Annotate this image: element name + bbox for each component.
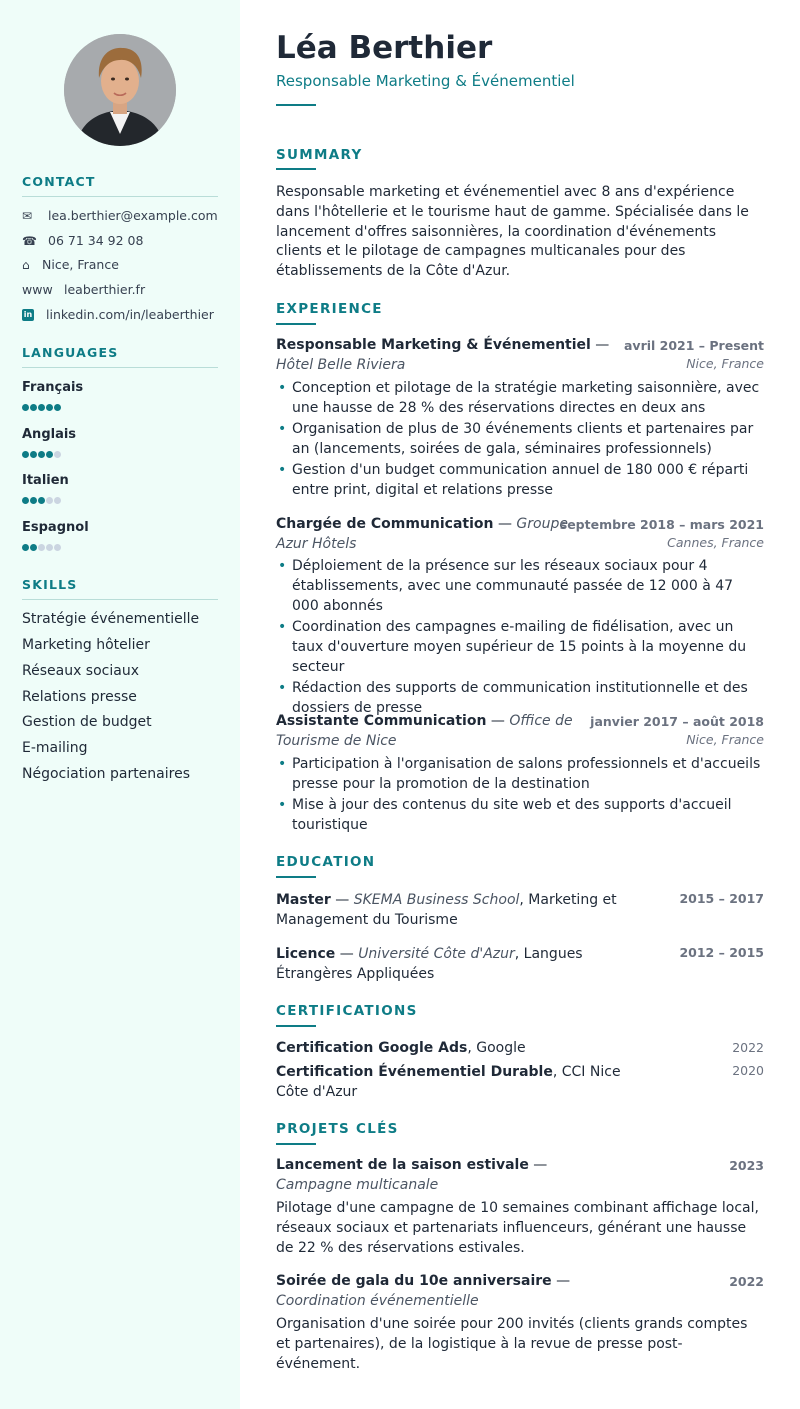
list-item: • Gestion d'un budget communication annuel de 180 000 € réparti entre print, digital et relations presse — [276, 460, 764, 500]
linkedin-icon: in — [23, 309, 33, 319]
job-title-line — [276, 713, 573, 729]
job-bullets — [276, 754, 764, 836]
level-dot — [38, 404, 45, 411]
project-title-line — [276, 1157, 547, 1173]
language-level — [22, 544, 61, 551]
job-title-line — [276, 337, 609, 353]
section-underline — [276, 323, 316, 325]
level-dot — [46, 404, 53, 411]
job-title-line — [276, 516, 568, 532]
list-item: • Déploiement de la présence sur les réseaux sociaux pour 4 établissements, avec une communauté passée de 12 000 à 47 000 abonnés — [276, 556, 764, 616]
project-subtitle: Coordination événementielle — [276, 1293, 479, 1309]
job-separator: — — [590, 337, 610, 353]
skill-item: Marketing hôtelier — [22, 637, 150, 653]
level-dot — [46, 497, 53, 504]
language-name: Français — [22, 380, 84, 395]
job-location: Nice, France — [686, 356, 764, 371]
list-item: • Mise à jour des contenus du site web et des supports d'accueil touristique — [276, 795, 764, 835]
certification-issuer: , Google — [467, 1040, 526, 1056]
avatar — [64, 34, 176, 146]
job-title: Chargée de Communication — [276, 516, 494, 532]
level-dot — [30, 404, 37, 411]
level-dot — [38, 451, 45, 458]
separator: — — [330, 892, 354, 908]
skill-item: Gestion de budget — [22, 714, 152, 730]
job-separator: — — [486, 713, 510, 729]
section-underline — [276, 1025, 316, 1027]
home-icon: ⌂ — [22, 257, 30, 272]
experience-heading: EXPERIENCE — [276, 301, 383, 317]
job-bullets — [276, 378, 764, 501]
education-item — [276, 944, 636, 984]
list-item: • Conception et pilotage de la stratégie marketing saisonnière, avec une hausse de 28 % des réservations directes en deux ans — [276, 378, 764, 418]
project-year: 2022 — [729, 1274, 764, 1289]
job-date: janvier 2017 – août 2018 — [590, 714, 764, 729]
certification-name: Certification Google Ads — [276, 1040, 468, 1056]
separator: — — [335, 946, 359, 962]
job-title: Assistante Communication — [276, 713, 487, 729]
project-separator: — — [528, 1157, 548, 1173]
job-organization: Azur Hôtels — [276, 536, 357, 552]
skills-heading: SKILLS — [22, 577, 218, 600]
project-separator: — — [551, 1273, 571, 1289]
project-description: Organisation d'une soirée pour 200 invités (clients grands comptes et partenaires), de la logistique à la revue de presse post-événement. — [276, 1316, 748, 1372]
job-location: Cannes, France — [667, 535, 764, 550]
job-organization-part: Office de — [509, 713, 573, 729]
title-underline — [276, 104, 316, 106]
degree: Licence — [276, 946, 336, 962]
skill-item: Réseaux sociaux — [22, 663, 139, 679]
location-text: Nice, France — [42, 257, 119, 272]
level-dot — [38, 544, 45, 551]
contact-location — [22, 257, 119, 272]
education-years: 2015 – 2017 — [679, 891, 764, 906]
field: , Marketing et Management du Tourisme — [276, 892, 617, 928]
project-name: Lancement de la saison estivale — [276, 1157, 529, 1173]
contact-website — [22, 282, 145, 297]
job-date: septembre 2018 – mars 2021 — [559, 517, 764, 532]
education-heading: EDUCATION — [276, 854, 376, 870]
language-name: Espagnol — [22, 520, 89, 535]
level-dot — [22, 451, 29, 458]
level-dot — [54, 497, 61, 504]
level-dot — [30, 451, 37, 458]
section-underline — [276, 876, 316, 878]
phone-icon: ☎ — [22, 233, 37, 248]
sidebar — [0, 0, 240, 1409]
section-underline — [276, 168, 316, 170]
projects-heading: PROJETS CLÉS — [276, 1121, 399, 1137]
job-separator: — — [493, 516, 517, 532]
project-year: 2023 — [729, 1158, 764, 1173]
level-dot — [54, 451, 61, 458]
school: SKEMA Business School — [353, 892, 520, 908]
job-organization-part: Groupe — [516, 516, 568, 532]
language-name: Anglais — [22, 427, 77, 442]
certification-year: 2020 — [732, 1063, 764, 1078]
field: , Langues Étrangères Appliquées — [276, 946, 583, 982]
section-underline — [276, 1143, 316, 1145]
list-item: • Participation à l'organisation de salons professionnels et d'accueils presse pour la promotion de la destination — [276, 754, 764, 794]
candidate-name: Léa Berthier — [276, 30, 493, 66]
contact-heading: CONTACT — [22, 174, 218, 197]
level-dot — [38, 497, 45, 504]
job-organization: Tourisme de Nice — [276, 733, 397, 749]
contact-phone — [22, 233, 143, 248]
website-text[interactable]: leaberthier.fr — [64, 282, 146, 297]
education-years: 2012 – 2015 — [679, 945, 764, 960]
linkedin-text[interactable]: linkedin.com/in/leaberthier — [46, 307, 214, 322]
job-organization: Hôtel Belle Riviera — [276, 357, 406, 373]
job-location: Nice, France — [686, 732, 764, 747]
level-dot — [54, 544, 61, 551]
level-dot — [54, 404, 61, 411]
list-item: • Rédaction des supports de communication institutionnelle et des dossiers de presse — [276, 678, 764, 718]
summary-text: Responsable marketing et événementiel avec 8 ans d'expérience dans l'hôtellerie et le tourisme haut de gamme. Spécialisée dans le lancement d'offres saisonnières, la coordination d'événements clients et le pilotage de campagnes multicanales pour des établissements de la Côte d'Azur. — [276, 184, 749, 280]
language-level — [22, 451, 61, 458]
certification-item — [276, 1038, 656, 1058]
level-dot — [46, 451, 53, 458]
list-item: • Organisation de plus de 30 événements clients et partenaires par an (lancements, soirées de gala, séminaires professionnels) — [276, 419, 764, 459]
level-dot — [30, 544, 37, 551]
candidate-role: Responsable Marketing & Événementiel — [276, 72, 575, 90]
skill-item: Stratégie événementielle — [22, 611, 200, 627]
project-name: Soirée de gala du 10e anniversaire — [276, 1273, 552, 1289]
project-subtitle: Campagne multicanale — [276, 1177, 439, 1193]
level-dot — [30, 497, 37, 504]
job-bullets — [276, 556, 764, 719]
certification-issuer: , CCI Nice Côte d'Azur — [276, 1064, 621, 1100]
mail-icon: ✉ — [22, 208, 33, 223]
certification-name: Certification Événementiel Durable — [276, 1064, 553, 1080]
level-dot — [22, 404, 29, 411]
contact-email — [22, 208, 218, 223]
list-item: • Coordination des campagnes e-mailing de fidélisation, avec un taux d'ouverture moyen supérieur de 15 points à la moyenne du secteur — [276, 617, 764, 677]
language-name: Italien — [22, 473, 69, 488]
skill-item: Relations presse — [22, 689, 137, 705]
web-icon: www — [22, 282, 53, 297]
degree: Master — [276, 892, 331, 908]
level-dot — [22, 544, 29, 551]
email-text[interactable]: lea.berthier@example.com — [48, 208, 218, 223]
summary-heading: SUMMARY — [276, 147, 363, 163]
project-title-line — [276, 1273, 570, 1289]
education-item — [276, 890, 636, 930]
language-level — [22, 497, 61, 504]
contact-linkedin — [22, 307, 214, 322]
level-dot — [22, 497, 29, 504]
project-description: Pilotage d'une campagne de 10 semaines combinant affichage local, réseaux sociaux et partenariats influenceurs, générant une hausse de 22 % des réservations estivales. — [276, 1200, 759, 1256]
job-date: avril 2021 – Present — [623, 338, 764, 353]
level-dot — [46, 544, 53, 551]
phone-text: 06 71 34 92 08 — [48, 233, 144, 248]
certification-year: 2022 — [732, 1040, 764, 1055]
certifications-heading: CERTIFICATIONS — [276, 1003, 418, 1019]
skill-item: Négociation partenaires — [22, 766, 190, 782]
certification-item — [276, 1062, 656, 1102]
skill-item: E-mailing — [22, 740, 88, 756]
languages-heading: LANGUAGES — [22, 345, 218, 368]
language-level — [22, 404, 61, 411]
school: Université Côte d'Azur — [358, 946, 515, 962]
portrait-image — [64, 34, 176, 146]
job-title: Responsable Marketing & Événementiel — [276, 337, 591, 353]
